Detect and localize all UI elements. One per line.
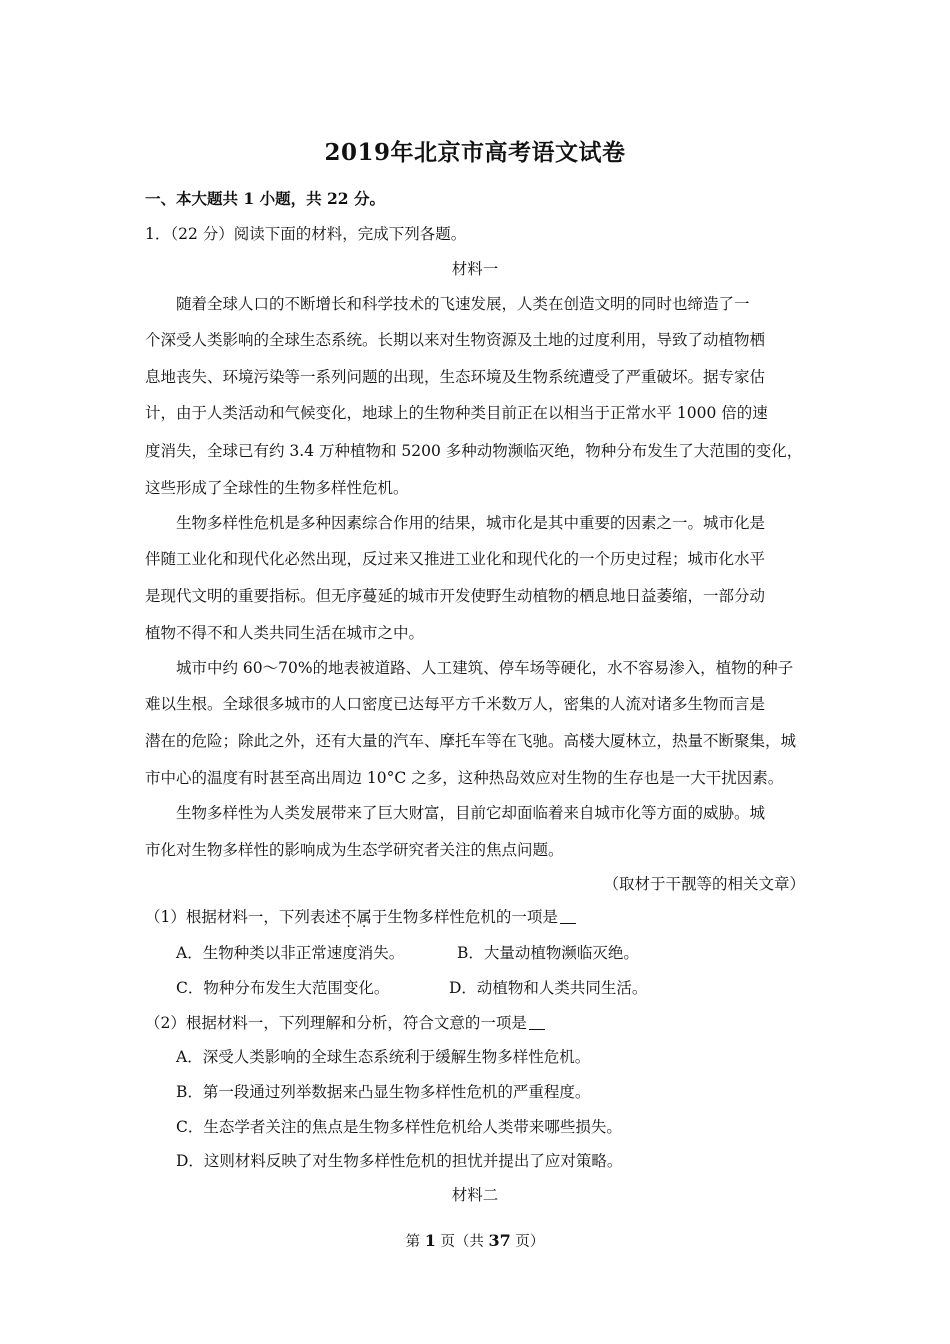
page-footer [0,1230,950,1251]
answer-blank [560,907,576,924]
footer-pre: 第 [405,1234,421,1250]
material1-source: （取材于干靓等的相关文章） [603,875,805,893]
page-title: 2019年北京市高考语文试卷 [324,139,626,166]
sub-question-1-suffix: 于生物多样性危机的一项是 [371,908,558,926]
option-d: D．动植物和人类共同生活。 [449,979,648,997]
material2-heading: 材料二 [451,1186,499,1204]
paragraph-line: 个深受人类影响的全球生态系统。长期以来对生物资源及土地的过度利用，导致了动植物栖 [145,331,766,349]
paragraph-line: 伴随工业化和现代化必然出现，反过来又推进工业化和现代化的一个历史过程；城市化水平 [145,550,766,568]
paragraph-line: 计，由于人类活动和气候变化，地球上的生物种类目前正在以相当于正常水平 1000 倍的速 [145,404,768,422]
page-total: 37 [488,1231,511,1250]
option-c: C．物种分布发生大范围变化。 [176,979,390,997]
paragraph-line: 城市中约 60～70%的地表被道路、人工建筑、停车场等硬化，水不容易渗入，植物的种子 [176,659,794,677]
answer-blank [529,1013,545,1030]
paragraph-line: 植物不得不和人类共同生活在城市之中。 [145,624,425,642]
option-b: B．第一段通过列举数据来凸显生物多样性危机的严重程度。 [176,1083,591,1101]
paragraph-line: 市中心的温度有时甚至高出周边 10°C 之多，这种热岛效应对生物的生存也是一大干扰因素。 [145,769,784,787]
sub-question-1-prefix: （1）根据材料一，下列表述 [145,908,341,926]
sub-question-2 [145,1012,545,1034]
option-c: C．生态学者关注的焦点是生物多样性危机给人类带来哪些损失。 [176,1118,622,1136]
paragraph-line: 生物多样性危机是多种因素综合作用的结果，城市化是其中重要的因素之一。城市化是 [176,514,766,532]
paragraph-line: 息地丧失、环境污染等一系列问题的出现，生态环境及生物系统遭受了严重破坏。据专家估 [145,368,766,386]
paragraph-line: 度消失，全球已有约 3.4 万种植物和 5200 多种动物濒临灭绝，物种分布发生了大范围的变化， [145,442,803,460]
paragraph-line: 生物多样性为人类发展带来了巨大财富，目前它却面临着来自城市化等方面的威胁。城 [176,804,766,822]
emphasis-char-shu: 属 [356,908,372,926]
paragraph-line: 市化对生物多样性的影响成为生态学研究者关注的焦点问题。 [145,841,564,859]
paragraph-line: 随着全球人口的不断增长和科学技术的飞速发展，人类在创造文明的同时也缔造了一 [176,295,750,313]
page-number: 1 [424,1231,436,1250]
paragraph-line: 是现代文明的重要指标。但无序蔓延的城市开发使野生动植物的栖息地日益萎缩，一部分动 [145,587,766,605]
footer-post: 页） [515,1234,545,1250]
emphasis-char-bu: 不 [340,908,357,926]
option-b: B．大量动植物濒临灭绝。 [457,944,639,962]
option-a: A．生物种类以非正常速度消失。 [176,944,405,962]
option-a: A．深受人类影响的全球生态系统利于缓解生物多样性危机。 [176,1048,591,1066]
material1-heading: 材料一 [451,260,499,278]
footer-mid: 页（共 [440,1234,484,1250]
section-heading: 一、本大题共 1 小题，共 22 分。 [145,189,385,208]
paragraph-line: 潜在的危险；除此之外，还有大量的汽车、摩托车等在飞驰。高楼大厦林立，热量不断聚集，城 [145,732,797,750]
sub-question-1 [145,906,576,928]
option-d: D．这则材料反映了对生物多样性危机的担忧并提出了应对策略。 [176,1152,623,1170]
paragraph-line: 难以生根。全球很多城市的人口密度已达每平方千米数万人，密集的人流对诸多生物而言是 [145,695,766,713]
sub-question-2-text: （2）根据材料一，下列理解和分析，符合文意的一项是 [145,1014,527,1032]
paragraph-line: 这些形成了全球性的生物多样性危机。 [145,479,409,497]
question-stem: 1．（22 分）阅读下面的材料，完成下列各题。 [145,225,467,243]
